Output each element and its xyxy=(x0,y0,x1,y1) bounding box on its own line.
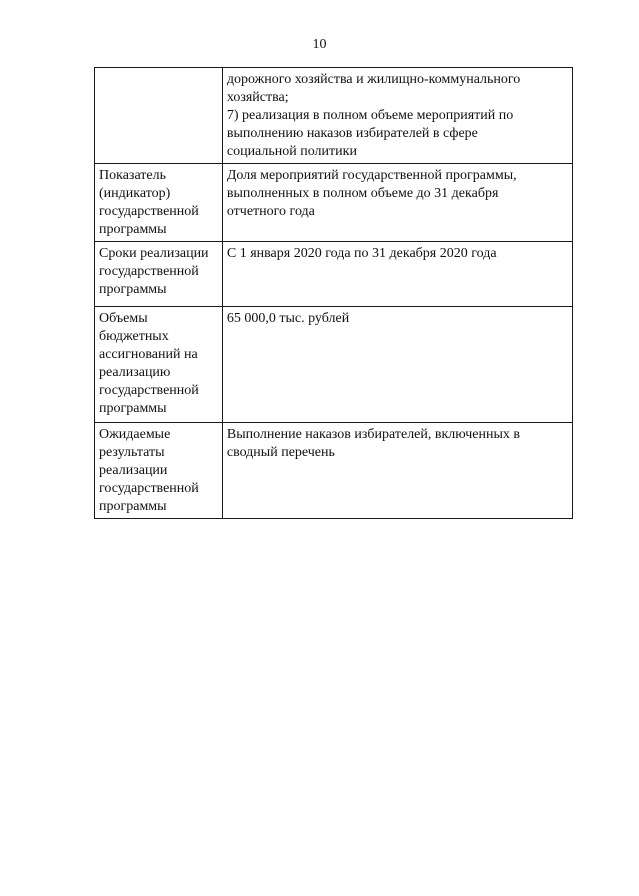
text-line: отчетного года xyxy=(226,204,315,219)
label-line: программы xyxy=(99,401,167,416)
label-cell xyxy=(95,164,223,242)
value-cell xyxy=(222,307,572,423)
text-line: сводный перечень xyxy=(226,445,335,460)
label-line: государственной xyxy=(99,481,199,496)
table-row-expected-results xyxy=(95,423,573,519)
label-cell xyxy=(95,307,223,423)
label-line: реализации xyxy=(99,463,168,478)
text-line: социальной политики xyxy=(226,144,357,159)
text-line: С 1 января 2020 года по 31 декабря 2020 года xyxy=(226,246,497,261)
value-cell xyxy=(222,242,572,307)
label-cell xyxy=(95,68,223,164)
label-line: бюджетных xyxy=(99,329,169,344)
text-line: выполнению наказов избирателей в сфере xyxy=(226,126,478,141)
value-cell xyxy=(222,68,572,164)
text-line: выполненных в полном объеме до 31 декабря xyxy=(226,186,499,201)
text-line: 7) реализация в полном объеме мероприятий по xyxy=(226,108,514,123)
label-line: программы xyxy=(99,222,167,237)
label-line: государственной xyxy=(99,383,199,398)
program-passport-table xyxy=(94,67,573,519)
label-line: Ожидаемые xyxy=(99,427,171,442)
text-line: Выполнение наказов избирателей, включенных в xyxy=(226,427,520,442)
label-line: результаты xyxy=(99,445,165,460)
label-line: Сроки реализации xyxy=(99,246,209,261)
label-line: Объемы xyxy=(99,311,148,326)
table-row-terms xyxy=(95,242,573,307)
label-line: реализацию xyxy=(99,365,171,380)
value-cell xyxy=(222,164,572,242)
label-line: Показатель xyxy=(99,168,166,183)
table-row-budget xyxy=(95,307,573,423)
label-line: государственной xyxy=(99,264,199,279)
label-line: (индикатор) xyxy=(99,186,171,201)
label-line: программы xyxy=(99,282,167,297)
text-line: хозяйства; xyxy=(226,90,289,105)
table-row-continued-tasks xyxy=(95,68,573,164)
page-number: 10 xyxy=(312,37,327,52)
label-line: государственной xyxy=(99,204,199,219)
table-row-indicator xyxy=(95,164,573,242)
label-cell xyxy=(95,423,223,519)
text-line: Доля мероприятий государственной программы, xyxy=(226,168,517,183)
value-cell xyxy=(222,423,572,519)
label-line: программы xyxy=(99,499,167,514)
label-cell xyxy=(95,242,223,307)
label-line: ассигнований на xyxy=(99,347,198,362)
text-line: дорожного хозяйства и жилищно-коммунального xyxy=(226,72,521,87)
text-line: 65 000,0 тыс. рублей xyxy=(226,311,350,326)
